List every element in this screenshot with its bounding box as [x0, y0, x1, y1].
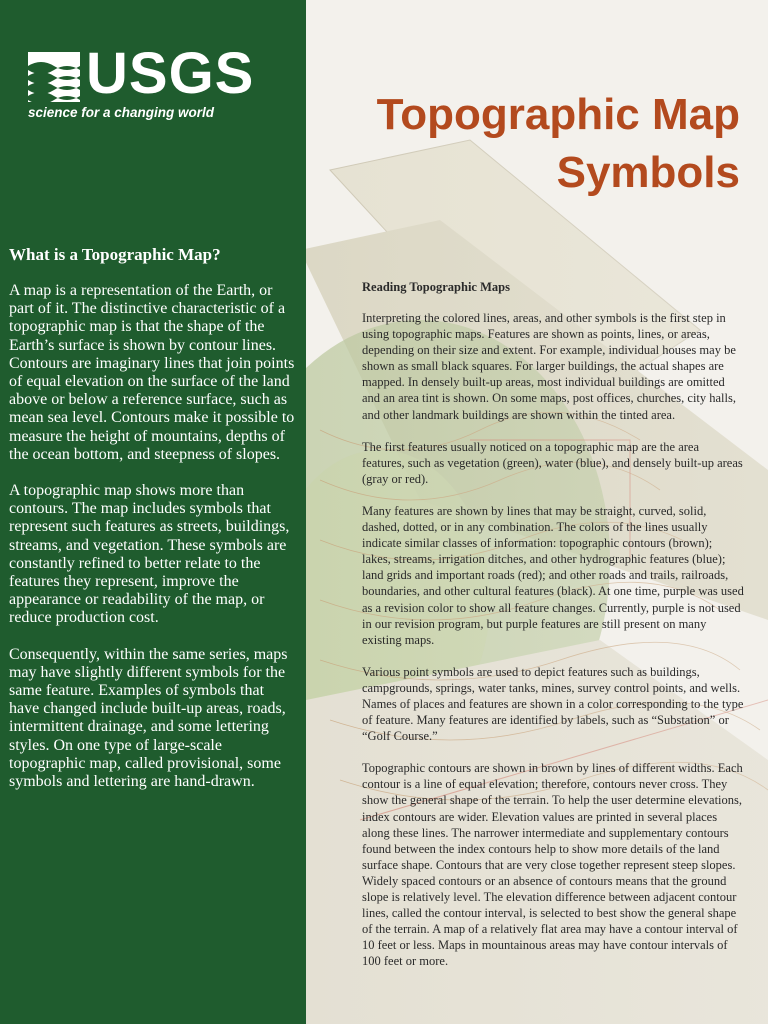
article-paragraph: Many features are shown by lines that may be straight, curved, solid, dashed, dotted, or in any combination. The colors of the lines usually indicate similar classes of information: topographic contours (brown); lakes, streams, irrigation ditches, and other hydrographic features (blue); land grids and important roads (red); and other roads and trails, railroads, boundaries, and other cultural features (black). At one time, purple was used as a revision color to show all feature changes. Currently, purple is not used in our revision program, but purple features are still present on many existing maps. [362, 503, 744, 647]
sidebar-heading: What is a Topographic Map? [9, 245, 221, 264]
section-heading: Reading Topographic Maps [362, 280, 510, 294]
page-title-line: Symbols [556, 148, 740, 197]
article-paragraph: Interpreting the colored lines, areas, and other symbols is the first step in using topographic maps. Features are shown as points, lines, or areas, depending on their size and extent. For example, individual houses may be shown as small black squares. For larger buildings, the actual shapes are mapped. In densely built-up areas, most individual buildings are omitted and an area tint is shown. On some maps, post offices, churches, city halls, and other landmark buildings are shown within the tinted area. [362, 311, 736, 422]
sidebar-text [9, 244, 297, 809]
article-paragraph: The first features usually noticed on a topographic map are the area features, such as vegetation (green), water (blue), and densely built-up areas (gray or red). [362, 439, 743, 486]
article-paragraph: Topographic contours are shown in brown by lines of different widths. Each contour is a line of equal elevation; therefore, contours never cross. They show the general shape of the terrain. To help the user determine elevations, index contours are wider. Elevation values are printed in several places along these lines. The narrower intermediate and supplementary contours found between the index contours help to show more details of the land surface shape. Contours that are very close together represent steep slopes. Widely spaced contours or an absence of contours means that the ground slope is relatively level. The elevation difference between adjacent contour lines, called the contour interval, is selected to best show the general shape of the terrain. A map of a relatively flat area may have a contour interval of 10 feet or less. Maps in mountainous areas may have contour intervals of 100 feet or more. [362, 761, 743, 969]
sidebar-panel [0, 0, 306, 1024]
page-title-line: Topographic Map [376, 90, 740, 139]
usgs-wordmark: USGS [86, 41, 255, 106]
main-article [362, 280, 744, 985]
sidebar-paragraph: Consequently, within the same series, maps may have slightly different symbols for the same feature. Examples of symbols that have changed include built-up areas, roads, intermittent drainage, and some lettering styles. On one type of large-scale topographic map, called provisional, some symbols and lettering are hand-drawn. [9, 645, 288, 791]
sidebar-paragraph: A map is a representation of the Earth, or part of it. The distinctive characteristic of a topographic map is that the shape of the Earth’s surface is shown by contour lines. Contours are imaginary lines that join points of equal elevation on the surface of the land above or below a reference surface, such as mean sea level. Contours make it possible to measure the height of mountains, depths of the ocean bottom, and steepness of slopes. [9, 282, 295, 463]
article-paragraph: Various point symbols are used to depict features such as buildings, campgrounds, springs, water tanks, mines, survey control points, and wells. Names of places and features are shown in a color corresponding to the type of feature. Many features are identified by labels, such as “Substation” or “Golf Course.” [362, 664, 744, 744]
usgs-logo[interactable] [28, 41, 255, 125]
usgs-tagline: science for a changing world [28, 105, 215, 120]
sidebar-paragraph: A topographic map shows more than contours. The map includes symbols that represent such features as streets, buildings, streams, and vegetation. These symbols are constantly refined to better relate to the features they represent, improve the appearance or readability of the map, or reduce production cost. [9, 482, 290, 627]
usgs-wave-icon [28, 52, 80, 102]
page-title [377, 86, 740, 202]
